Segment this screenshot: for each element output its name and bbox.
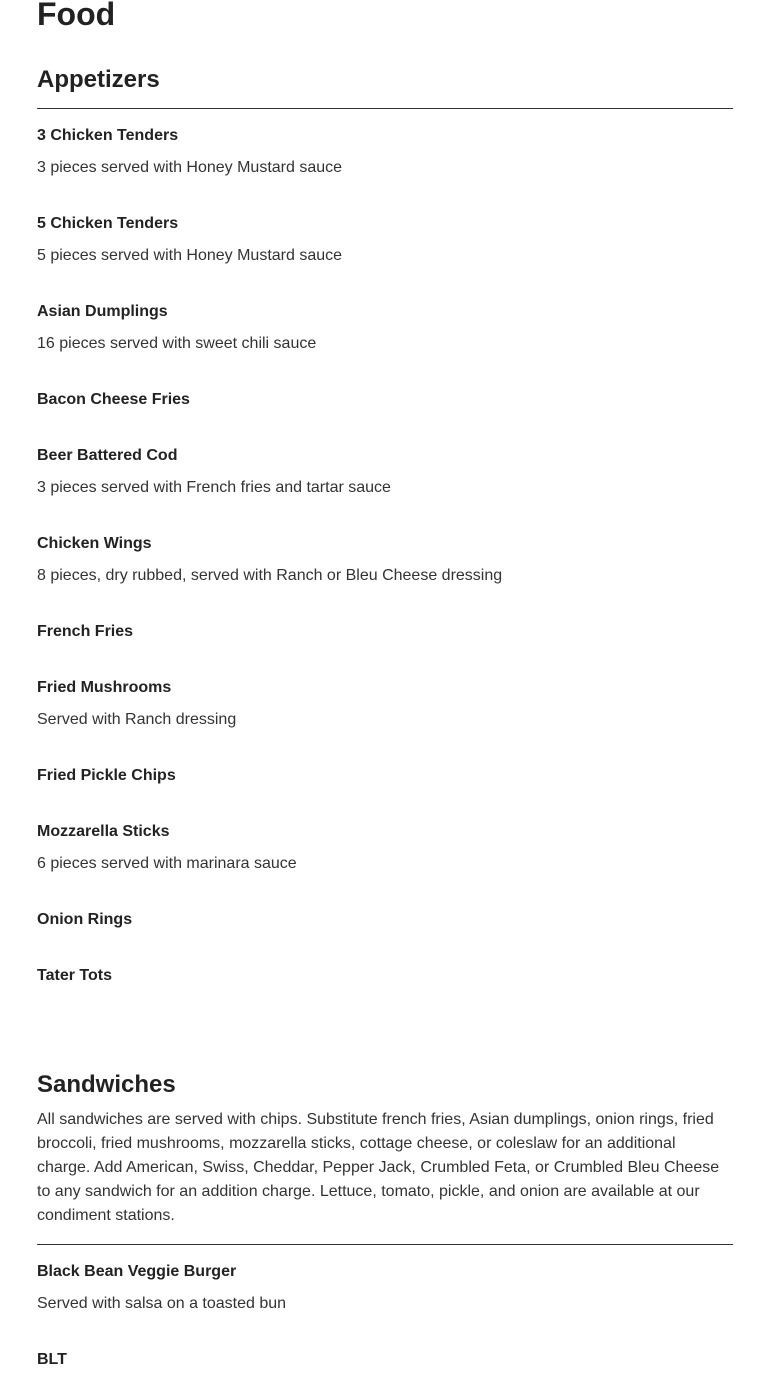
- menu-item-description: 5 pieces served with Honey Mustard sauce: [37, 247, 343, 264]
- menu-item: [37, 910, 733, 930]
- menu-item-name: Mozzarella Sticks: [37, 823, 170, 840]
- menu-item-name: 5 Chicken Tenders: [37, 215, 179, 232]
- menu-item-description: Served with Ranch dressing: [37, 711, 237, 728]
- menu-item-description: Served with salsa on a toasted bun: [37, 1295, 287, 1312]
- menu-item-name: Asian Dumplings: [37, 303, 168, 320]
- appetizers-list: [37, 126, 733, 986]
- menu-item: [37, 302, 733, 354]
- menu-item-name: Fried Pickle Chips: [37, 767, 176, 784]
- menu-item: [37, 678, 733, 730]
- menu-item-name: Onion Rings: [37, 911, 133, 928]
- menu-item: [37, 966, 733, 986]
- menu-item: [37, 446, 733, 498]
- menu-item-description: 3 pieces served with Honey Mustard sauce: [37, 159, 343, 176]
- menu-item-name: Black Bean Veggie Burger: [37, 1263, 237, 1280]
- menu-item: [37, 126, 733, 178]
- menu-item-name: Chicken Wings: [37, 535, 152, 552]
- page-title: Food: [37, 0, 116, 32]
- menu-item: [37, 390, 733, 410]
- appetizers-heading: Appetizers: [37, 66, 160, 93]
- menu-item-name: 3 Chicken Tenders: [37, 127, 179, 144]
- sandwiches-heading: Sandwiches: [37, 1071, 176, 1098]
- menu-item: [37, 1262, 733, 1314]
- appetizers-divider: [37, 108, 733, 109]
- sandwiches-list: [37, 1262, 733, 1370]
- menu-item-name: Tater Tots: [37, 967, 112, 984]
- appetizers-section: [37, 65, 733, 986]
- menu-item-description: 8 pieces, dry rubbed, served with Ranch or Bleu Cheese dressing: [37, 567, 503, 584]
- menu-item: [37, 822, 733, 874]
- sandwiches-divider: [37, 1244, 733, 1245]
- menu-item: [37, 766, 733, 786]
- sandwiches-intro: All sandwiches are served with chips. Substitute french fries, Asian dumplings, onion rings, fried broccoli, fried mushrooms, mozzarella sticks, cottage cheese, or coleslaw for an additional charge. Add American, Swiss, Cheddar, Pepper Jack, Crumbled Feta, or Crumbled Bleu Cheese to any sandwich for an addition charge. Lettuce, tomato, pickle, and onion are available at our condiment stations.: [37, 1111, 720, 1224]
- sandwiches-section: [37, 1070, 733, 1370]
- menu-item-name: Fried Mushrooms: [37, 679, 172, 696]
- menu-item: [37, 622, 733, 642]
- menu-item-name: French Fries: [37, 623, 134, 640]
- menu-item: [37, 1350, 733, 1370]
- menu-item-name: Beer Battered Cod: [37, 447, 178, 464]
- menu-item-description: 16 pieces served with sweet chili sauce: [37, 335, 317, 352]
- menu-item-description: 3 pieces served with French fries and tartar sauce: [37, 479, 391, 496]
- menu-item-name: Bacon Cheese Fries: [37, 391, 190, 408]
- menu-item-description: 6 pieces served with marinara sauce: [37, 855, 297, 872]
- menu-item: [37, 214, 733, 266]
- menu-item-name: BLT: [37, 1351, 67, 1368]
- menu-item: [37, 534, 733, 586]
